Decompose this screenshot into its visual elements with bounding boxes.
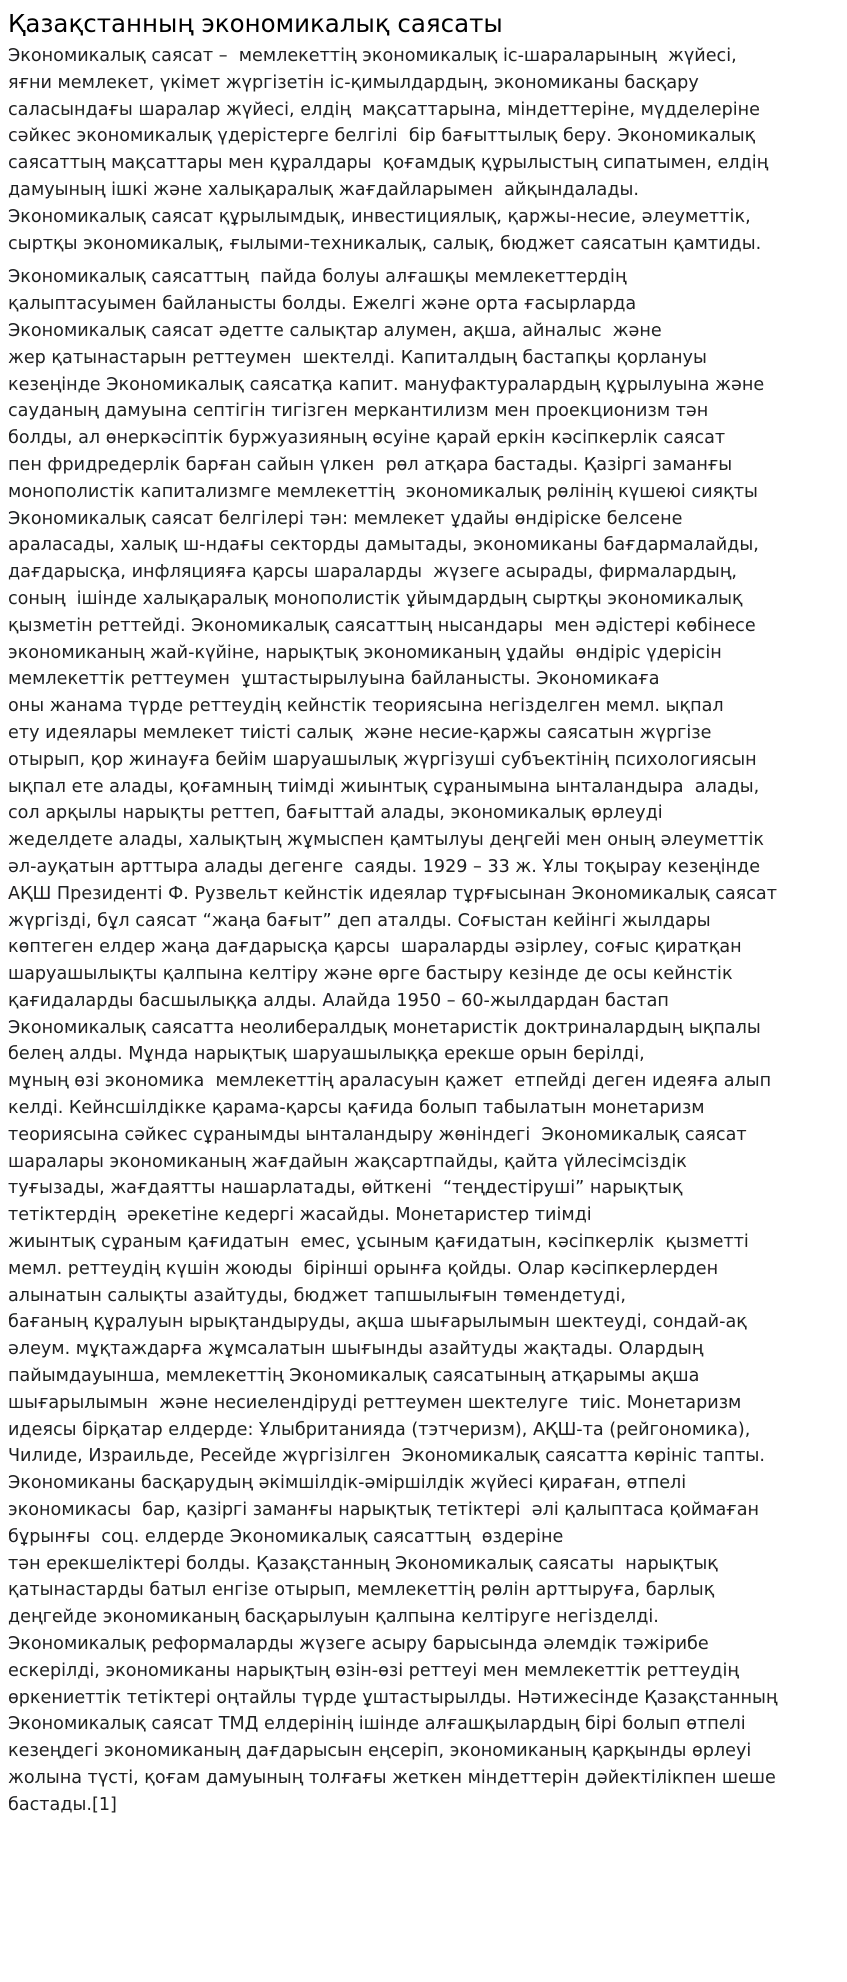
line-text: сол арқылы нарықты реттеп, бағыттай алады, экономикалық өрлеуді	[8, 803, 663, 824]
line-text: саласындағы шаралар жүйесі, елдің мақсаттарына, міндеттеріне, мүдделеріне	[8, 99, 760, 120]
line-text: бағаның құралуын ырықтандыруды, ақша шығарылымын шектеуді, сондай-ақ	[8, 1312, 747, 1333]
paragraph-line	[8, 1229, 841, 1256]
paragraph-line	[8, 1417, 841, 1444]
line-text: ескерілді, экономиканы нарықтың өзін-өзі реттеуі мен мемлекеттік реттеудің	[8, 1660, 739, 1681]
line-text: шаралары экономиканың жағдайын жақсартпайды, қайта үйлесімсіздік	[8, 1151, 687, 1172]
line-text: мемлекеттік реттеумен ұштастырылуына байланысты. Экономикаға	[8, 669, 660, 690]
line-text: жеделдете алады, халықтың жұмыспен қамтылуы деңгейі мен оның әлеуметтік	[8, 830, 764, 851]
line-text: идеясы бірқатар елдерде: Ұлыбританияда (тэтчеризм), АҚШ-та (рейгономика),	[8, 1419, 751, 1440]
paragraph-line	[8, 1256, 841, 1283]
paragraph-line	[8, 1631, 841, 1658]
line-text: мұның өзі экономика мемлекеттің араласуын қажет етпейді деген идеяға алып	[8, 1071, 772, 1092]
paragraph-line	[8, 1738, 841, 1765]
paragraph-line	[8, 934, 841, 961]
paragraph-line	[8, 1497, 841, 1524]
line-text: Экономикалық саясат ТМД елдерінің ішінде алғашқылардың бірі болып өтпелі	[8, 1714, 746, 1735]
line-text: шығарылымын және несиелендіруді реттеумен шектелуге тиіс. Монетаризм	[8, 1392, 742, 1413]
line-text: АҚШ Президенті Ф. Рузвельт кейнстік идеялар тұрғысынан Экономикалық саясат	[8, 883, 777, 904]
paragraph-line	[8, 1711, 841, 1738]
line-text: Экономиканы басқарудың әкімшілдік-әміршілдік жүйесі қираған, өтпелі	[8, 1473, 687, 1494]
paragraph-line	[8, 666, 841, 693]
paragraph-line	[8, 1068, 841, 1095]
line-text: жүргізді, бұл саясат “жаңа бағыт” деп аталды. Соғыстан кейінгі жылдары	[8, 910, 711, 931]
line-text: жер қатынастарын реттеумен шектелді. Капиталдың бастапқы қорлануы	[8, 347, 707, 368]
paragraph-line	[8, 908, 841, 935]
paragraph-line	[8, 150, 841, 177]
line-text: кезеңінде Экономикалық саясатқа капит. мануфактуралардың құрылуына және	[8, 374, 765, 395]
paragraph-line	[8, 559, 841, 586]
line-text: қағидаларды басшылыққа алды. Алайда 1950 – 60-жылдардан бастап	[8, 990, 669, 1011]
paragraph-line	[8, 720, 841, 747]
paragraph-line	[8, 1095, 841, 1122]
paragraph-line	[8, 1551, 841, 1578]
paragraph-line	[8, 774, 841, 801]
line-text: көптеген елдер жаңа дағдарысқа қарсы шараларды әзірлеу, соғыс қиратқан	[8, 937, 742, 958]
line-text: Экономикалық саясат – мемлекеттің экономикалық іс-шараларының жүйесі,	[8, 46, 737, 66]
line-text: сауданың дамуына септігін тигізген меркантилизм мен проекционизм тән	[8, 401, 709, 422]
paragraph-line	[8, 264, 841, 291]
line-text: пен фридредерлік барған сайын үлкен рөл атқара бастады. Қазіргі заманғы	[8, 454, 733, 475]
line-text: әлеум. мұқтаждарға жұмсалатын шығынды азайтуды жақтады. Олардың	[8, 1339, 704, 1360]
paragraph-line	[8, 1524, 841, 1551]
paragraph-line	[8, 1336, 841, 1363]
line-text: монополистік капитализмге мемлекеттің экономикалық рөлінің күшеюі сияқты	[8, 481, 758, 502]
line-text: Экономикалық саясат белгілері тән: мемлекет ұдайы өндіріске белсене	[8, 508, 683, 529]
line-text: экономикасы бар, қазіргі заманғы нарықтық тетіктері әлі қалыптаса қоймаған	[8, 1500, 759, 1521]
paragraph-line	[8, 1309, 841, 1336]
paragraph-line	[8, 43, 841, 70]
paragraph-line	[8, 372, 841, 399]
article-paragraph-1	[8, 43, 841, 257]
line-text: мемл. реттеудің күшін жоюды бірінші орынға қойды. Олар кәсіпкерлерден	[8, 1258, 719, 1279]
line-text: теориясына сәйкес сұранымды ынталандыру жөніндегі Экономикалық саясат	[8, 1124, 747, 1145]
line-text: дағдарысқа, инфляцияға қарсы шараларды жүзеге асырады, фирмалардың,	[8, 562, 737, 583]
line-text: дамуының ішкі және халықаралық жағдайларымен айқындалады.	[8, 179, 639, 200]
line-text: араласады, халық ш-ндағы секторды дамытады, экономиканы бағдармалайды,	[8, 535, 759, 556]
paragraph-line	[8, 1149, 841, 1176]
line-text: әл-ауқатын арттыра алады дегенге саяды. 1929 – 33 ж. Ұлы тоқырау кезеңінде	[8, 856, 761, 877]
paragraph-line	[8, 827, 841, 854]
line-text: қалыптасуымен байланысты болды. Ежелгі және орта ғасырларда	[8, 294, 637, 315]
line-text: Экономикалық саясатта неолибералдық монетаристік доктриналардың ықпалы	[8, 1017, 761, 1038]
paragraph-line	[8, 1765, 841, 1792]
paragraph-line	[8, 1792, 841, 1819]
line-text: келді. Кейнсшілдікке қарама-қарсы қағида болып табылатын монетаризм	[8, 1098, 705, 1119]
line-text: шаруашылықты қалпына келтіру және өрге бастыру кезінде де осы кейнстік	[8, 964, 733, 985]
paragraph-line	[8, 988, 841, 1015]
line-text: қатынастарды батыл енгізе отырып, мемлекеттің рөлін арттыруға, барлық	[8, 1580, 715, 1601]
paragraph-line	[8, 1443, 841, 1470]
line-text: оны жанама түрде реттеудің кейнстік теориясына негізделген мемл. ықпал	[8, 696, 724, 717]
paragraph-line	[8, 231, 841, 258]
line-text: бастады.	[8, 1794, 92, 1815]
line-text: Чилиде, Израильде, Ресейде жүргізілген Экономикалық саясатта көрініс тапты.	[8, 1446, 765, 1467]
line-text: ету идеялары мемлекет тиісті салық және несие-қаржы саясатын жүргізе	[8, 722, 712, 743]
article-paragraph-2	[8, 264, 841, 1818]
line-text: қызметін реттейді. Экономикалық саясаттың нысандары мен әдістері көбінесе	[8, 615, 756, 636]
paragraph-line	[8, 177, 841, 204]
line-text: жиынтық сұраным қағидатын емес, ұсыным қағидатын, кәсіпкерлік қызметті	[8, 1232, 749, 1253]
article-title: Қазақстанның экономикалық саясаты	[8, 9, 503, 38]
paragraph-line	[8, 1470, 841, 1497]
line-text: яғни мемлекет, үкімет жүргізетін іс-қимылдардың, экономиканы басқару	[8, 72, 699, 93]
line-text: кезеңдегі экономиканың дағдарысын еңсеріп, экономиканың қарқынды өрлеуі	[8, 1741, 752, 1762]
line-text: алынатын салықты азайтуды, бюджет тапшылығын төмендетуді,	[8, 1285, 626, 1306]
paragraph-line	[8, 291, 841, 318]
line-text: экономиканың жай-күйіне, нарықтық экономиканың ұдайы өндіріс үдерісін	[8, 642, 722, 663]
paragraph-line	[8, 854, 841, 881]
paragraph-line	[8, 1202, 841, 1229]
line-text: деңгейде экономиканың басқарылуын қалпына келтіруге негізделді.	[8, 1607, 659, 1628]
paragraph-line	[8, 881, 841, 908]
line-text: пайымдауынша, мемлекеттің Экономикалық саясатының атқарымы ақша	[8, 1366, 700, 1387]
paragraph-line	[8, 398, 841, 425]
paragraph-line	[8, 204, 841, 231]
paragraph-line	[8, 345, 841, 372]
paragraph-line	[8, 1658, 841, 1685]
line-text: саясаттың мақсаттары мен құралдары қоғамдық құрылыстың сипатымен, елдің	[8, 153, 769, 174]
paragraph-line	[8, 1390, 841, 1417]
paragraph-line	[8, 1685, 841, 1712]
paragraph-line	[8, 97, 841, 124]
paragraph-line	[8, 693, 841, 720]
line-text: белең алды. Мұнда нарықтық шаруашылыққа ерекше орын берілді,	[8, 1044, 645, 1065]
line-text: жолына түсті, қоғам дамуының толғағы жеткен міндеттерін дәйектілікпен шеше	[8, 1768, 776, 1788]
line-text: сәйкес экономикалық үдерістерге белгілі бір бағыттылық беру. Экономикалық	[8, 126, 756, 147]
line-text: сыртқы экономикалық, ғылыми-техникалық, салық, бюджет саясатын қамтиды.	[8, 233, 762, 254]
line-text: ықпал ете алады, қоғамның тиімді жиынтық сұранымына ынталандыра алады,	[8, 776, 760, 797]
paragraph-line	[8, 1175, 841, 1202]
paragraph-line	[8, 961, 841, 988]
line-text: Экономикалық реформаларды жүзеге асыру барысында әлемдік тәжірибе	[8, 1634, 709, 1655]
paragraph-line	[8, 1577, 841, 1604]
paragraph-line	[8, 640, 841, 667]
line-text: болды, ал өнеркәсіптік буржуазияның өсуіне қарай еркін кәсіпкерлік саясат	[8, 428, 726, 449]
paragraph-line	[8, 479, 841, 506]
paragraph-line	[8, 318, 841, 345]
paragraph-line	[8, 800, 841, 827]
paragraph-line	[8, 1283, 841, 1310]
line-text: Экономикалық саясаттың пайда болуы алғашқы мемлекеттердің	[8, 267, 627, 288]
line-text: Экономикалық саясат әдетте салықтар алумен, ақша, айналыс және	[8, 320, 662, 341]
line-text: тетіктердің әрекетіне кедергі жасайды. Монетаристер тиімді	[8, 1205, 592, 1226]
paragraph-line	[8, 425, 841, 452]
paragraph-line	[8, 70, 841, 97]
paragraph-line	[8, 506, 841, 533]
paragraph-line	[8, 1363, 841, 1390]
line-text: Экономикалық саясат құрылымдық, инвестициялық, қаржы-несие, әлеуметтік,	[8, 206, 751, 227]
reference-marker[interactable]: [1]	[91, 1794, 117, 1815]
paragraph-line	[8, 613, 841, 640]
paragraph-line	[8, 452, 841, 479]
paragraph-line	[8, 1015, 841, 1042]
line-text: соның ішінде халықаралық монополистік ұйымдардың сыртқы экономикалық	[8, 588, 743, 609]
paragraph-line	[8, 1041, 841, 1068]
line-text: тән ерекшеліктері болды. Қазақстанның Экономикалық саясаты нарықтық	[8, 1553, 718, 1574]
line-text: бұрынғы соц. елдерде Экономикалық саясаттың өздеріне	[8, 1526, 564, 1547]
line-text: отырып, қор жинауға бейім шаруашылық жүргізуші субъектінің психологиясын	[8, 749, 757, 770]
paragraph-line	[8, 747, 841, 774]
paragraph-line	[8, 123, 841, 150]
paragraph-line	[8, 1604, 841, 1631]
line-text: туғызады, жағдаятты нашарлатады, өйткені “теңдестіруші” нарықтық	[8, 1178, 683, 1199]
paragraph-line	[8, 1122, 841, 1149]
paragraph-line	[8, 586, 841, 613]
paragraph-line	[8, 532, 841, 559]
line-text: өркениеттік тетіктері оңтайлы түрде ұштастырылды. Нәтижесінде Қазақстанның	[8, 1687, 778, 1708]
